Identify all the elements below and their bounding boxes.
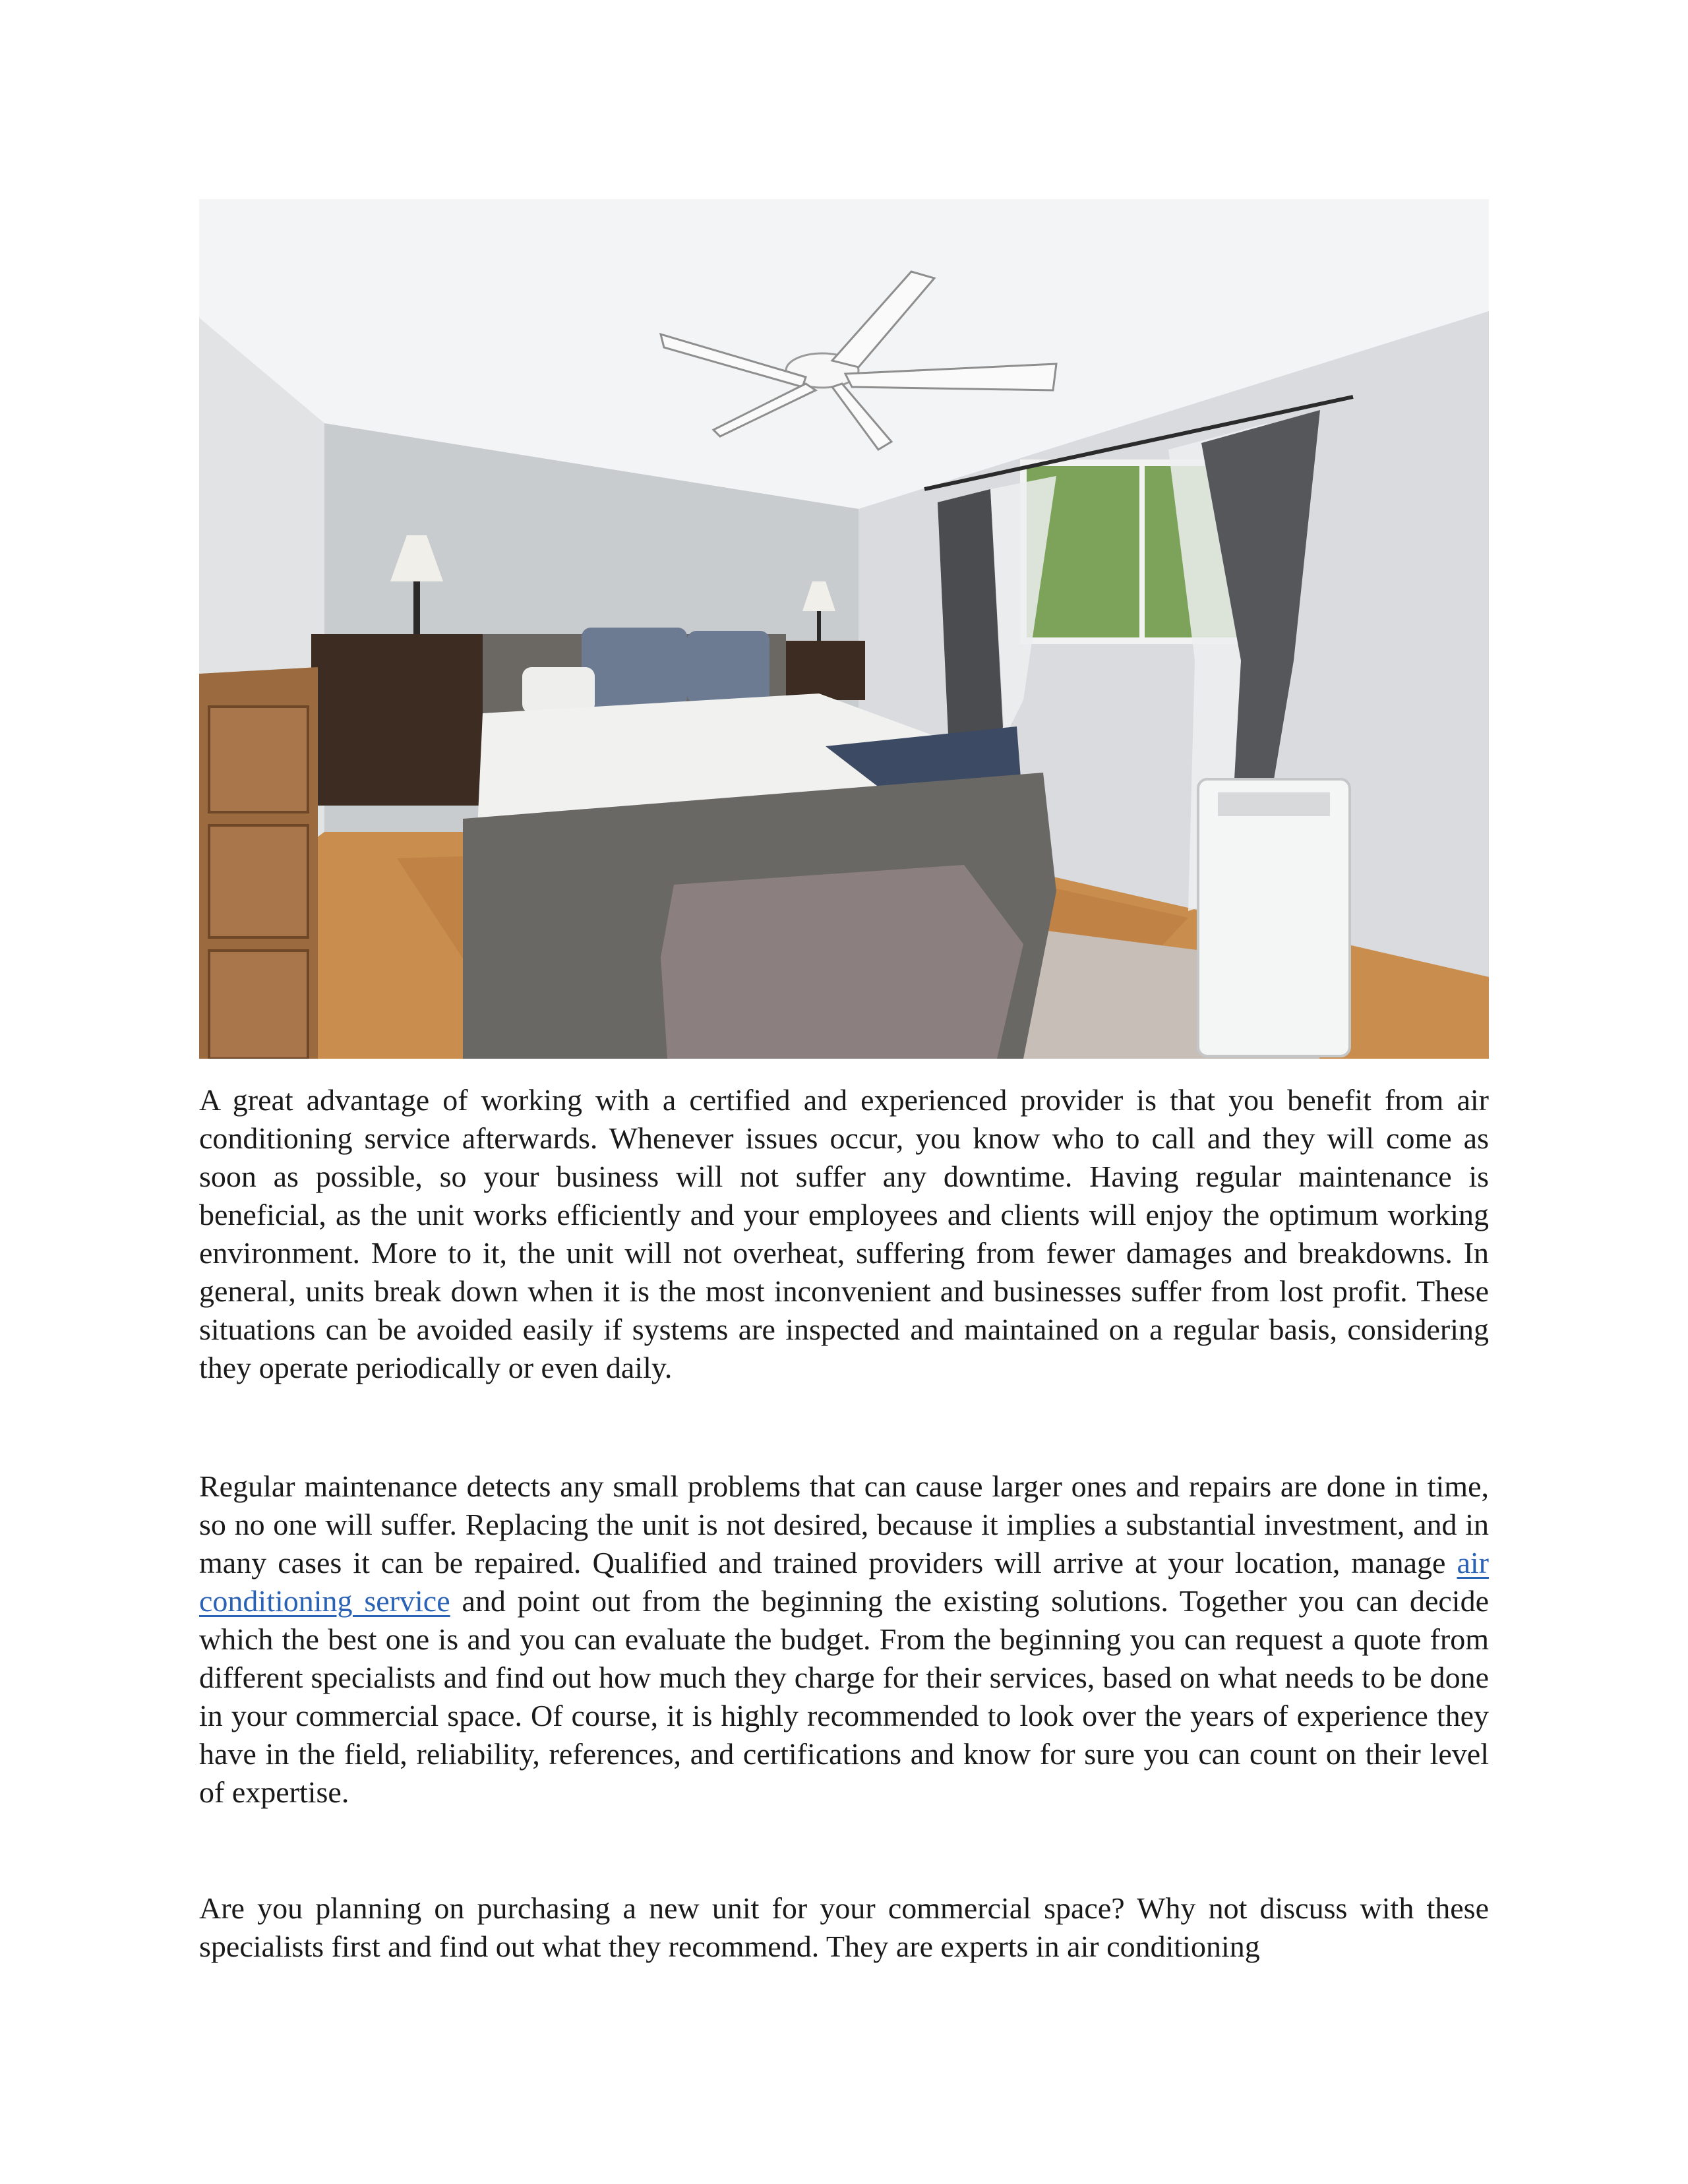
paragraph-1: A great advantage of working with a certified and experienced provider is that you benefit from air conditioning service afterwards. Whenever issues occur, you know who to call and they will come as soon as possible, so your business will not suffer any downtime. Having regular maintenance is beneficial, as the unit works efficiently and your employees and clients will enjoy the optimum working environment. More to it, the unit will not overheat, suffering from fewer damages and breakdowns. In general, units break down when it is the most inconvenient and businesses suffer from lost profit. These situations can be avoided easily if systems are inspected and maintained on a regular basis, considering they operate periodically or even daily. bbox=[199, 1083, 1489, 1384]
paragraph-2 bbox=[199, 1467, 1489, 1812]
paragraph-2-text-after: and point out from the beginning the existing solutions. Together you can decide which the best one is and you can evaluate the budget. From the beginning you can request a quote from different specialists and find out how much they charge for their services, based on what needs to be done in your commercial space. Of course, it is highly recommended to look over the years of experience they have in the field, reliability, references, and certifications and know for sure you can count on their level of expertise. bbox=[199, 1584, 1490, 1809]
bedroom-photo bbox=[199, 199, 1489, 1059]
air-conditioning-service-link[interactable]: air conditioning service bbox=[199, 1546, 1489, 1618]
paragraph-2-text-before: Regular maintenance detects any small problems that can cause larger ones and repairs are done in time, so no one will suffer. Replacing the unit is not desired, because it implies a substantial investment, and in many cases it can be repaired. Qualified and trained providers will arrive at your location, manage bbox=[199, 1469, 1489, 1579]
paragraph-3: Are you planning on purchasing a new unit for your commercial space? Why not discuss with these specialists first and find out what they recommend. They are experts in air conditioning bbox=[199, 1891, 1489, 1963]
